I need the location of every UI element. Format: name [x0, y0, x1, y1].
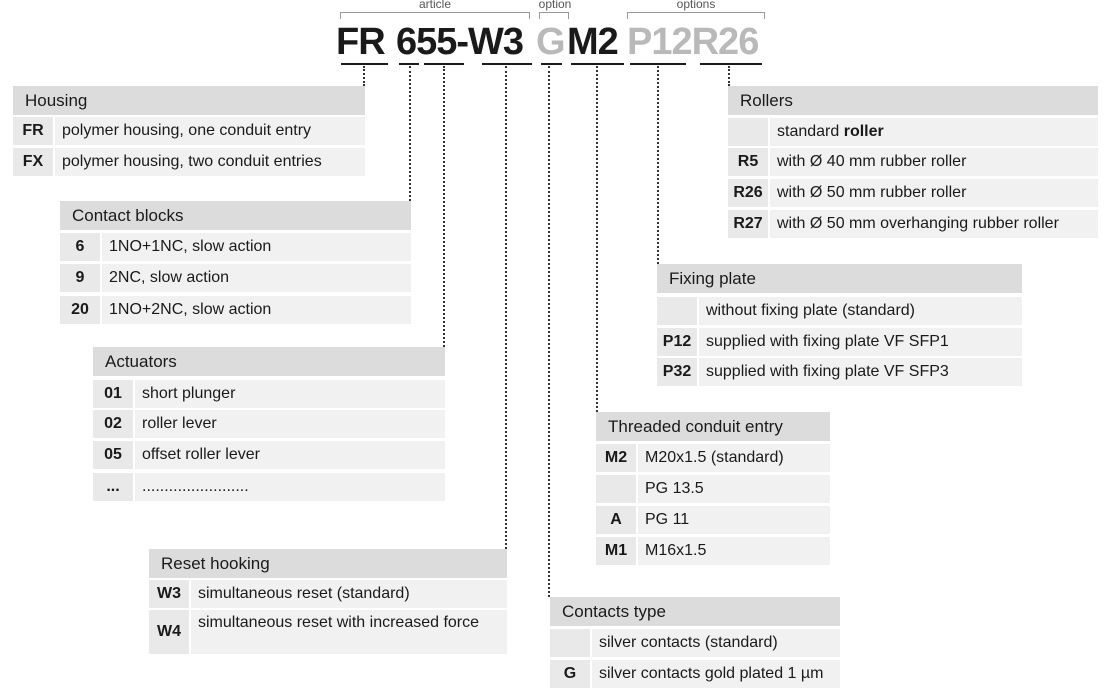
row-code: 6 — [60, 233, 100, 261]
table-row — [149, 610, 507, 654]
table-row — [550, 629, 840, 657]
conduit-entry-title: Threaded conduit entry — [596, 412, 830, 441]
row-text: M16x1.5 — [638, 537, 830, 565]
table-row — [728, 179, 1098, 207]
table-row — [596, 475, 830, 503]
row-text-plain: standard — [777, 123, 844, 140]
table-row — [93, 410, 445, 438]
table-row — [550, 660, 840, 688]
row-code: R5 — [728, 148, 768, 176]
underline-housing — [341, 63, 388, 65]
row-text: with Ø 50 mm overhanging rubber roller — [770, 210, 1098, 238]
row-code: P12 — [657, 328, 697, 356]
row-code: 20 — [60, 296, 100, 324]
table-row — [657, 297, 1022, 325]
row-text: 2NC, slow action — [102, 264, 411, 292]
row-code — [550, 629, 590, 657]
row-code: 9 — [60, 264, 100, 292]
leader-contact-blocks — [409, 66, 411, 201]
code-conduit-entry: M2 — [567, 21, 618, 63]
table-row — [728, 148, 1098, 176]
option-bracket-label: option — [538, 0, 572, 11]
leader-conduit-entry — [596, 66, 598, 412]
table-row — [13, 117, 365, 145]
code-housing: FR — [336, 21, 385, 63]
underline-rollers — [700, 63, 762, 65]
table-row — [596, 506, 830, 534]
table-row — [60, 264, 411, 292]
row-text: supplied with fixing plate VF SFP3 — [699, 358, 1022, 386]
row-code: M2 — [596, 444, 636, 472]
table-row — [657, 358, 1022, 386]
table-row — [93, 380, 445, 408]
actuators-title: Actuators — [93, 347, 445, 376]
row-code — [728, 118, 768, 146]
underline-reset — [482, 63, 532, 65]
row-text: silver contacts gold plated 1 µm — [592, 660, 840, 688]
contact-blocks-title: Contact blocks — [60, 201, 411, 230]
table-row — [93, 473, 445, 501]
options-bracket-label: options — [676, 0, 716, 11]
row-text: with Ø 50 mm rubber roller — [770, 179, 1098, 207]
row-code: ... — [93, 473, 133, 501]
leader-contacts-type — [548, 66, 550, 597]
row-text: PG 13.5 — [638, 475, 830, 503]
article-bracket — [340, 12, 530, 19]
row-text: short plunger — [135, 380, 445, 408]
code-contacts-type: G — [536, 21, 565, 63]
row-code — [596, 475, 636, 503]
rollers-title: Rollers — [728, 86, 1098, 115]
underline-contact-block — [399, 63, 419, 65]
table-row — [60, 233, 411, 261]
row-code: R27 — [728, 210, 768, 238]
table-row — [60, 296, 411, 324]
row-code: A — [596, 506, 636, 534]
row-code: FX — [13, 148, 53, 176]
table-row — [596, 444, 830, 472]
row-text: without fixing plate (standard) — [699, 297, 1022, 325]
row-text: M20x1.5 (standard) — [638, 444, 830, 472]
table-row — [596, 537, 830, 565]
row-code: 02 — [93, 410, 133, 438]
option-bracket — [539, 12, 569, 19]
row-text-bold: roller — [843, 123, 884, 140]
leader-rollers — [728, 66, 730, 86]
underline-fixing-plate — [630, 63, 686, 65]
row-text: supplied with fixing plate VF SFP1 — [699, 328, 1022, 356]
table-row — [728, 118, 1098, 146]
underline-actuator — [424, 63, 464, 65]
row-text: simultaneous reset with increased force — [191, 610, 507, 654]
fixing-plate-title: Fixing plate — [657, 264, 1022, 293]
row-text: silver contacts (standard) — [592, 629, 840, 657]
leader-reset-hooking — [505, 66, 507, 549]
row-text: simultaneous reset (standard) — [191, 580, 507, 608]
row-text — [770, 118, 1098, 146]
contacts-type-title: Contacts type — [550, 597, 840, 626]
row-code — [657, 297, 697, 325]
leader-fixing-plate — [657, 66, 659, 264]
row-text: with Ø 40 mm rubber roller — [770, 148, 1098, 176]
code-contacts-actuator-reset: 655-W3 — [396, 21, 524, 63]
row-code: W3 — [149, 580, 189, 608]
table-row — [657, 328, 1022, 356]
table-row — [149, 580, 507, 608]
table-row — [93, 441, 445, 469]
row-text: ........................ — [135, 473, 445, 501]
row-text: polymer housing, one conduit entry — [55, 117, 365, 145]
table-row — [13, 148, 365, 176]
leader-housing — [363, 66, 365, 86]
row-code: FR — [13, 117, 53, 145]
row-code: 05 — [93, 441, 133, 469]
row-code: W4 — [149, 610, 189, 654]
row-text: roller lever — [135, 410, 445, 438]
leader-actuators — [443, 66, 445, 347]
row-text: PG 11 — [638, 506, 830, 534]
underline-contacts-type — [541, 63, 562, 65]
options-bracket — [627, 12, 765, 19]
row-code: M1 — [596, 537, 636, 565]
row-text: 1NO+1NC, slow action — [102, 233, 411, 261]
housing-title: Housing — [13, 86, 365, 115]
table-row — [728, 210, 1098, 238]
row-text: 1NO+2NC, slow action — [102, 296, 411, 324]
row-code: 01 — [93, 380, 133, 408]
row-code: P32 — [657, 358, 697, 386]
row-code: G — [550, 660, 590, 688]
row-code: R26 — [728, 179, 768, 207]
row-text: polymer housing, two conduit entries — [55, 148, 365, 176]
code-options: P12R26 — [627, 21, 759, 63]
article-bracket-label: article — [418, 0, 451, 11]
reset-hooking-title: Reset hooking — [149, 549, 507, 578]
underline-conduit — [571, 63, 624, 65]
row-text: offset roller lever — [135, 441, 445, 469]
